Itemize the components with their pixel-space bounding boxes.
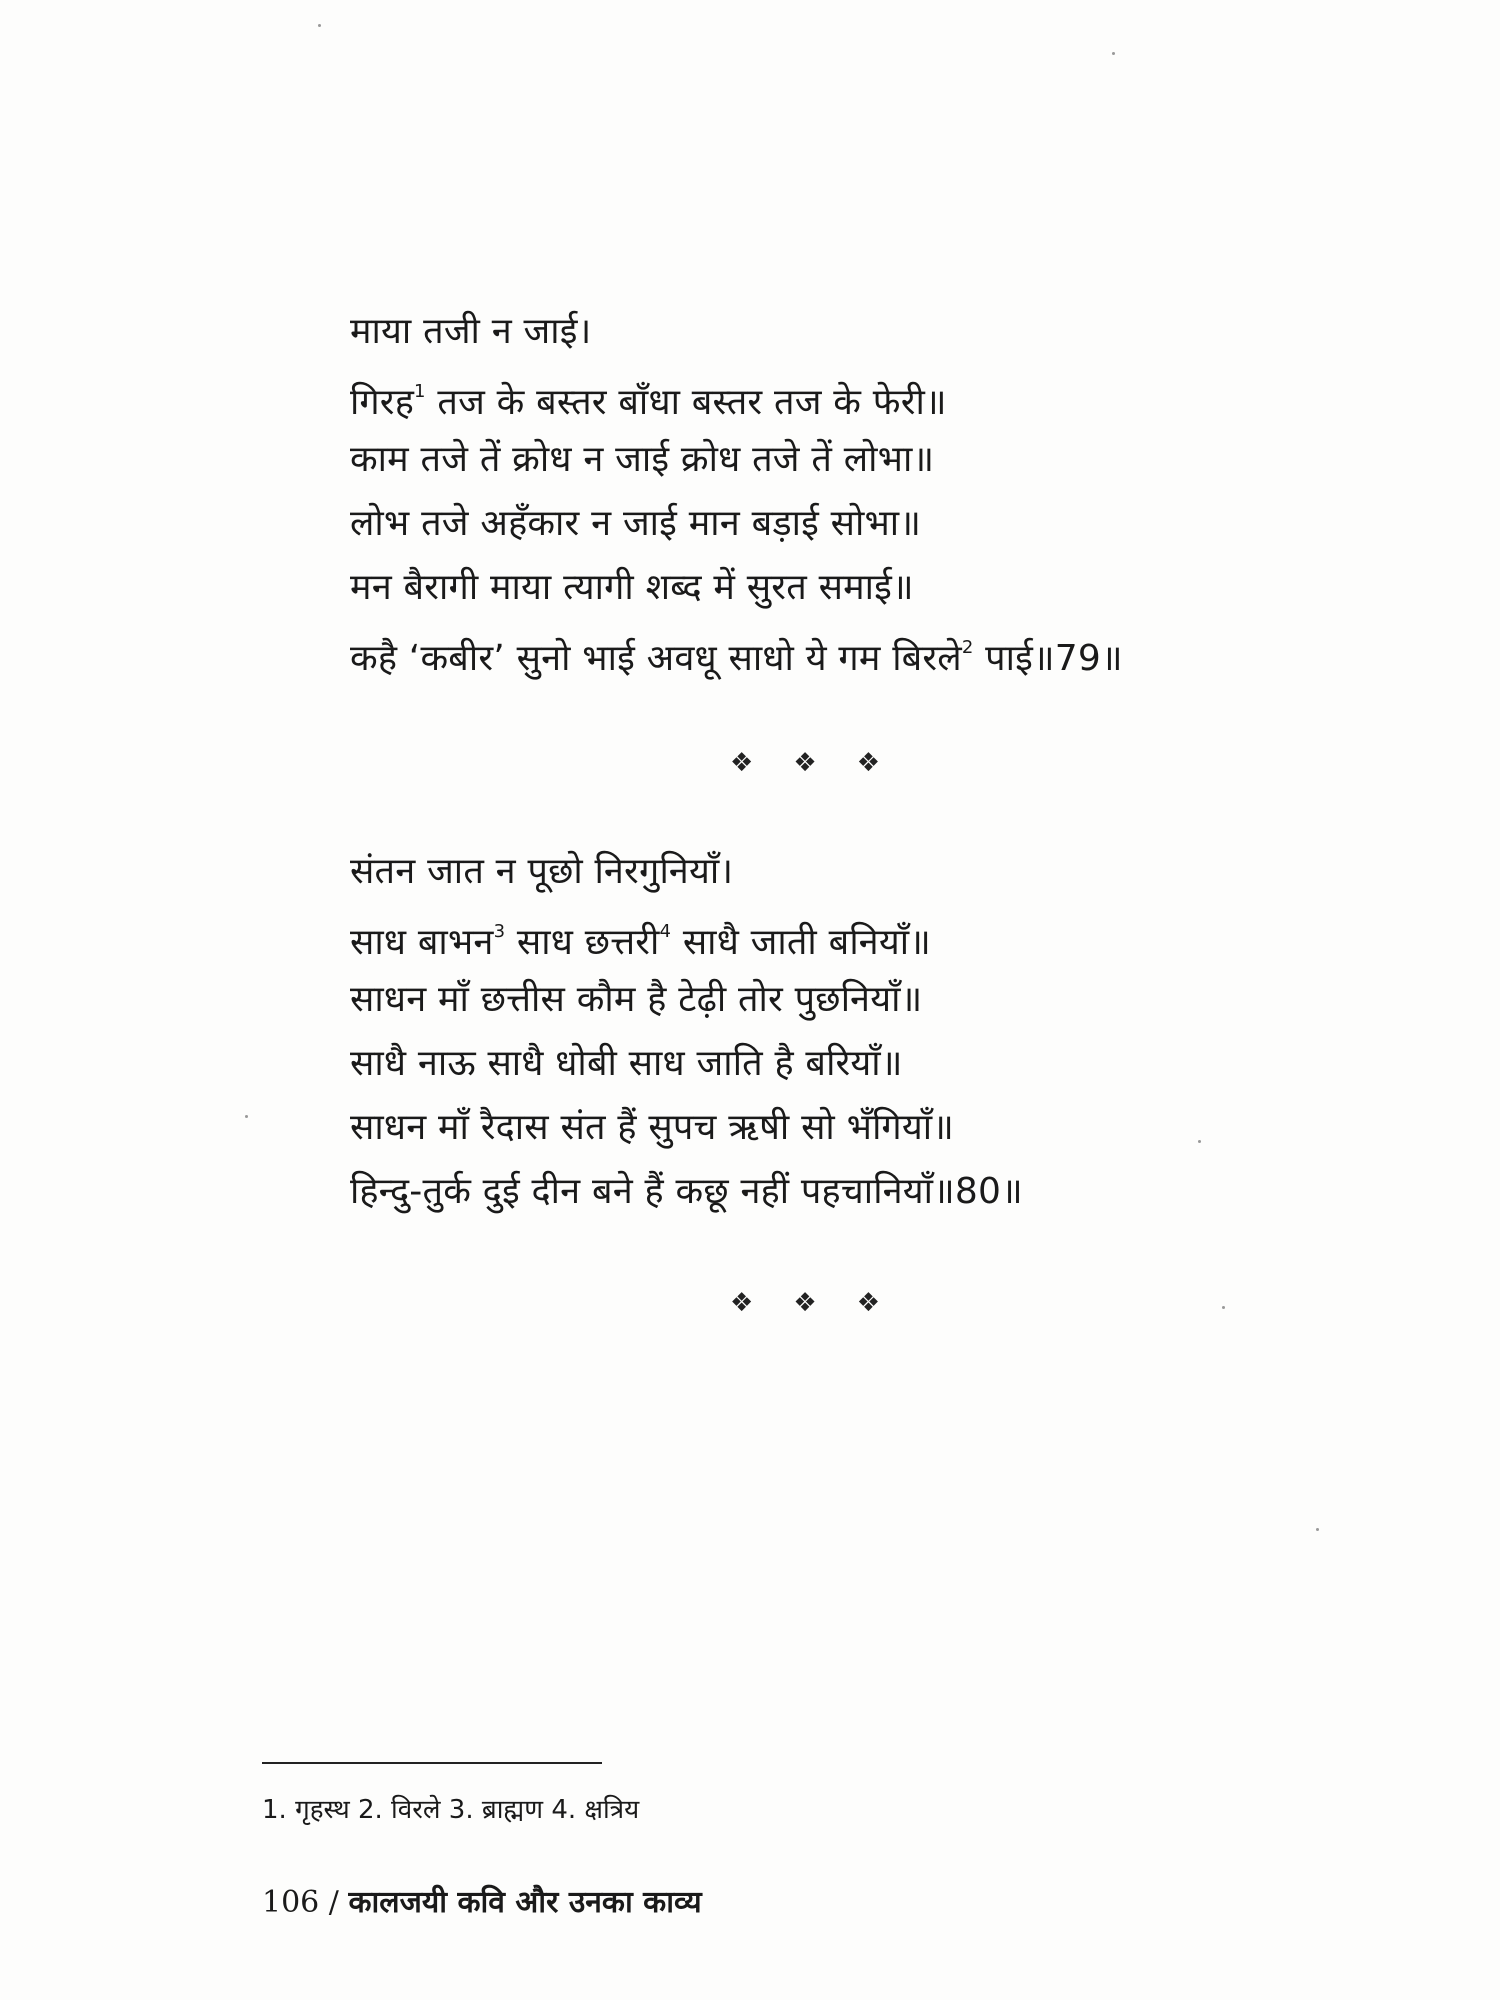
verse-text: साधन माँ छत्तीस कौम है टेढ़ी तोर पुछनियाँ॥ xyxy=(350,979,923,1020)
verse-text: साधन माँ रैदास संत हैं सुपच ऋषी सो भँगियाँ॥ xyxy=(350,1107,955,1148)
verse-text: मन बैरागी माया त्यागी शब्द में सुरत समाई॥ xyxy=(350,567,914,608)
scan-speck xyxy=(245,1115,248,1118)
stanza-80 xyxy=(350,840,1350,1224)
footnote-marker: 4 xyxy=(659,921,672,942)
verse-text: साध छत्तरी xyxy=(505,922,660,963)
verse-text: कहै ‘कबीर’ सुनो भाई अवधू साधो ये गम बिरले xyxy=(350,638,962,679)
verse-text: गिरह xyxy=(350,382,415,423)
verse-text: साध बाभन xyxy=(350,922,494,963)
section-divider xyxy=(730,748,880,778)
verse-line xyxy=(350,840,1350,904)
page-number: 106 / xyxy=(262,1885,339,1920)
footnote-marker: 2 xyxy=(961,637,974,658)
verse-line xyxy=(350,1160,1350,1224)
footnote-marker: 3 xyxy=(493,921,506,942)
verse-line xyxy=(350,300,1350,364)
verse-line xyxy=(350,556,1350,620)
footnotes: 1. गृहस्थ 2. विरले 3. ब्राह्मण 4. क्षत्रिय xyxy=(262,1795,640,1825)
verse-text: काम तजे तें क्रोध न जाई क्रोध तजे तें लोभा॥ xyxy=(350,439,935,480)
stanza-79 xyxy=(350,300,1350,684)
verse-text: तज के बस्तर बाँधा बस्तर तज के फेरी॥ xyxy=(425,382,947,423)
verse-line xyxy=(350,1032,1350,1096)
book-title: कालजयी कवि और उनका काव्य xyxy=(348,1885,702,1920)
scan-speck xyxy=(1222,1306,1225,1309)
verse-line xyxy=(350,428,1350,492)
ornament-icon: ❖ xyxy=(793,748,817,778)
scan-speck xyxy=(1316,1528,1319,1531)
verse-line xyxy=(350,492,1350,556)
ornament-icon: ❖ xyxy=(856,748,880,778)
verse-text: लोभ तजे अहँकार न जाई मान बड़ाई सोभा॥ xyxy=(350,503,922,544)
verse-line xyxy=(350,1096,1350,1160)
scan-speck xyxy=(1198,1140,1201,1143)
verse-text: संतन जात न पूछो निरगुनियाँ। xyxy=(350,851,734,892)
ornament-icon: ❖ xyxy=(793,1288,817,1318)
verse-text: साधै जाती बनियाँ॥ xyxy=(671,922,932,963)
verse-text: हिन्दु-तुर्क दुई दीन बने हैं कछू नहीं पहचानियाँ॥80॥ xyxy=(350,1171,1023,1212)
scan-speck xyxy=(1112,52,1115,55)
ornament-icon: ❖ xyxy=(730,748,754,778)
verse-line xyxy=(350,620,1350,684)
verse-line xyxy=(350,364,1350,428)
verse-text: साधै नाऊ साधै धोबी साध जाति है बरियाँ॥ xyxy=(350,1043,903,1084)
scan-speck xyxy=(318,24,321,27)
verse-text: माया तजी न जाई। xyxy=(350,311,592,352)
page-footer xyxy=(262,1880,702,1921)
ornament-icon: ❖ xyxy=(856,1288,880,1318)
verse-line xyxy=(350,904,1350,968)
section-divider xyxy=(730,1288,880,1318)
footnote-marker: 1 xyxy=(414,381,426,402)
footnote-rule xyxy=(262,1762,602,1764)
verse-line xyxy=(350,968,1350,1032)
verse-text: पाई॥79॥ xyxy=(973,638,1123,679)
ornament-icon: ❖ xyxy=(730,1288,754,1318)
